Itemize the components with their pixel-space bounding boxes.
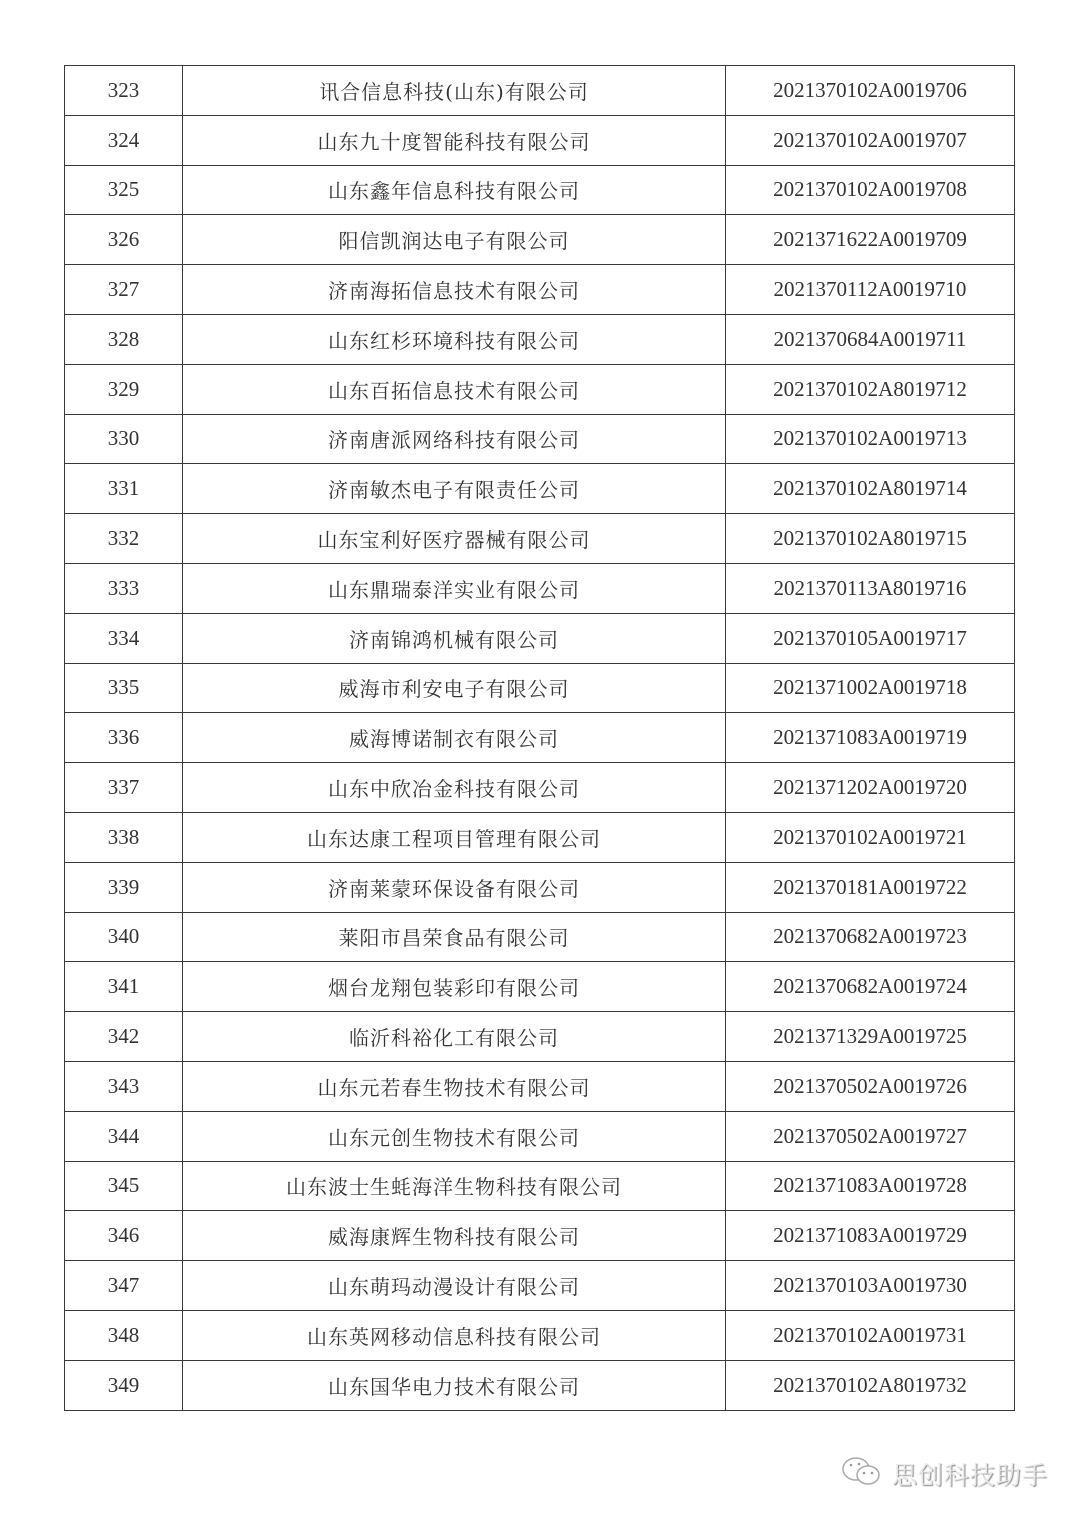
company-name: 济南莱蒙环保设备有限公司	[183, 862, 726, 912]
table-row	[65, 1360, 1015, 1410]
watermark-text: 思创科技助手	[892, 1461, 1049, 1490]
table-row	[65, 464, 1015, 514]
table-row	[65, 1111, 1015, 1161]
company-name: 阳信凯润达电子有限公司	[183, 215, 726, 265]
table-row	[65, 265, 1015, 315]
company-name: 山东波士生蚝海洋生物科技有限公司	[183, 1161, 726, 1211]
row-number: 334	[65, 613, 183, 663]
company-name: 山东百拓信息技术有限公司	[183, 364, 726, 414]
watermark	[840, 1455, 1048, 1493]
registration-code: 2021370682A0019724	[726, 962, 1015, 1012]
table-row	[65, 115, 1015, 165]
registration-code: 2021371083A0019728	[726, 1161, 1015, 1211]
company-name: 临沂科裕化工有限公司	[183, 1012, 726, 1062]
row-number: 347	[65, 1261, 183, 1311]
registration-code: 2021371329A0019725	[726, 1012, 1015, 1062]
table-row	[65, 364, 1015, 414]
company-name: 威海康辉生物科技有限公司	[183, 1211, 726, 1261]
table-row	[65, 514, 1015, 564]
table-row	[65, 66, 1015, 116]
row-number: 343	[65, 1061, 183, 1111]
registration-code: 2021370102A8019715	[726, 514, 1015, 564]
company-name: 济南敏杰电子有限责任公司	[183, 464, 726, 514]
company-name: 山东红杉环境科技有限公司	[183, 314, 726, 364]
row-number: 326	[65, 215, 183, 265]
table-row	[65, 215, 1015, 265]
company-name: 山东九十度智能科技有限公司	[183, 115, 726, 165]
row-number: 329	[65, 364, 183, 414]
row-number: 328	[65, 314, 183, 364]
company-name: 讯合信息科技(山东)有限公司	[183, 66, 726, 116]
registration-code: 2021371002A0019718	[726, 663, 1015, 713]
table-row	[65, 1061, 1015, 1111]
table-row	[65, 862, 1015, 912]
registration-code: 2021371202A0019720	[726, 763, 1015, 813]
table-row	[65, 1261, 1015, 1311]
table-row	[65, 962, 1015, 1012]
table-row	[65, 763, 1015, 813]
registration-code: 2021370502A0019726	[726, 1061, 1015, 1111]
registration-code: 2021370102A0019731	[726, 1310, 1015, 1360]
registration-code: 2021370102A0019713	[726, 414, 1015, 464]
table-row	[65, 613, 1015, 663]
registration-code: 2021370102A8019712	[726, 364, 1015, 414]
row-number: 340	[65, 912, 183, 962]
registration-code: 2021370102A0019706	[726, 66, 1015, 116]
row-number: 348	[65, 1310, 183, 1360]
registration-code: 2021370102A0019708	[726, 165, 1015, 215]
registration-code: 2021370112A0019710	[726, 265, 1015, 315]
table-row	[65, 1161, 1015, 1211]
company-name: 济南锦鸿机械有限公司	[183, 613, 726, 663]
table-row	[65, 563, 1015, 613]
table-row	[65, 1211, 1015, 1261]
row-number: 342	[65, 1012, 183, 1062]
row-number: 330	[65, 414, 183, 464]
registration-code: 2021370113A8019716	[726, 563, 1015, 613]
table-row	[65, 414, 1015, 464]
company-name: 山东元若春生物技术有限公司	[183, 1061, 726, 1111]
company-name: 烟台龙翔包装彩印有限公司	[183, 962, 726, 1012]
row-number: 325	[65, 165, 183, 215]
company-name: 山东元创生物技术有限公司	[183, 1111, 726, 1161]
registration-code: 2021370103A0019730	[726, 1261, 1015, 1311]
wechat-icon	[840, 1455, 884, 1493]
row-number: 344	[65, 1111, 183, 1161]
table-row	[65, 314, 1015, 364]
row-number: 324	[65, 115, 183, 165]
row-number: 339	[65, 862, 183, 912]
company-name: 山东鼎瑞泰洋实业有限公司	[183, 563, 726, 613]
registration-code: 2021370105A0019717	[726, 613, 1015, 663]
row-number: 341	[65, 962, 183, 1012]
row-number: 345	[65, 1161, 183, 1211]
row-number: 349	[65, 1360, 183, 1410]
row-number: 336	[65, 713, 183, 763]
company-name: 山东英网移动信息科技有限公司	[183, 1310, 726, 1360]
company-name: 山东萌玛动漫设计有限公司	[183, 1261, 726, 1311]
company-name: 威海博诺制衣有限公司	[183, 713, 726, 763]
table-row	[65, 912, 1015, 962]
row-number: 323	[65, 66, 183, 116]
registration-code: 2021370102A8019714	[726, 464, 1015, 514]
company-name: 山东鑫年信息科技有限公司	[183, 165, 726, 215]
table-row	[65, 1012, 1015, 1062]
company-table	[64, 65, 1015, 1411]
company-name: 济南唐派网络科技有限公司	[183, 414, 726, 464]
table-row	[65, 663, 1015, 713]
registration-code: 2021370502A0019727	[726, 1111, 1015, 1161]
registration-code: 2021370684A0019711	[726, 314, 1015, 364]
company-name: 威海市利安电子有限公司	[183, 663, 726, 713]
row-number: 346	[65, 1211, 183, 1261]
table-row	[65, 165, 1015, 215]
row-number: 333	[65, 563, 183, 613]
company-name: 山东国华电力技术有限公司	[183, 1360, 726, 1410]
row-number: 337	[65, 763, 183, 813]
registration-code: 2021371622A0019709	[726, 215, 1015, 265]
registration-code: 2021370682A0019723	[726, 912, 1015, 962]
row-number: 338	[65, 812, 183, 862]
company-name: 莱阳市昌荣食品有限公司	[183, 912, 726, 962]
registration-code: 2021370102A8019732	[726, 1360, 1015, 1410]
registration-code: 2021371083A0019719	[726, 713, 1015, 763]
table-row	[65, 1310, 1015, 1360]
table-row	[65, 713, 1015, 763]
company-name: 山东中欣冶金科技有限公司	[183, 763, 726, 813]
row-number: 331	[65, 464, 183, 514]
registration-code: 2021370102A0019721	[726, 812, 1015, 862]
company-name: 济南海拓信息技术有限公司	[183, 265, 726, 315]
row-number: 327	[65, 265, 183, 315]
table-row	[65, 812, 1015, 862]
company-name: 山东宝利好医疗器械有限公司	[183, 514, 726, 564]
company-name: 山东达康工程项目管理有限公司	[183, 812, 726, 862]
row-number: 332	[65, 514, 183, 564]
registration-code: 2021371083A0019729	[726, 1211, 1015, 1261]
row-number: 335	[65, 663, 183, 713]
registration-code: 2021370181A0019722	[726, 862, 1015, 912]
registration-code: 2021370102A0019707	[726, 115, 1015, 165]
